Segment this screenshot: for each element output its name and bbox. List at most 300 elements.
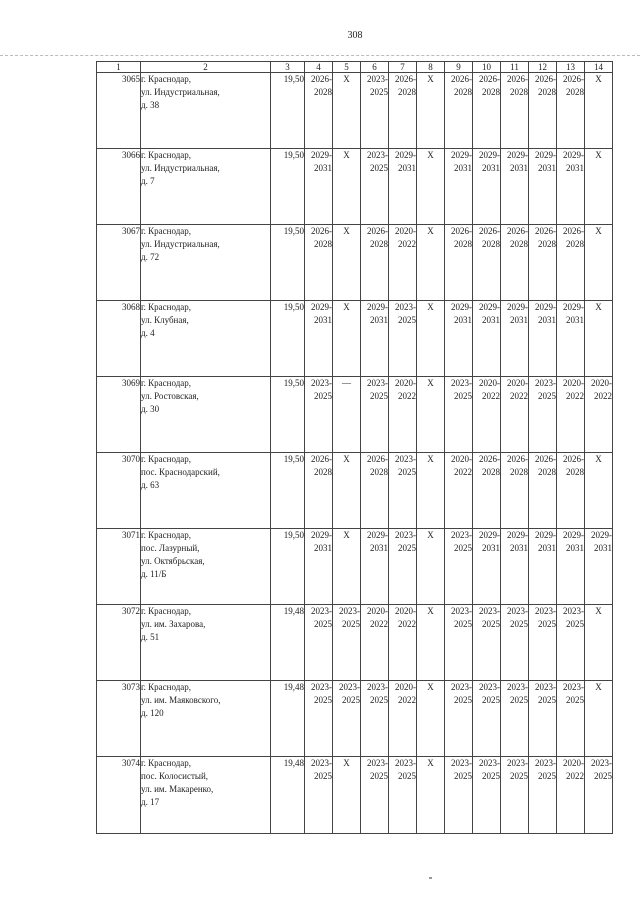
- period-cell: [473, 73, 501, 149]
- row-number: 3074: [97, 757, 141, 834]
- period-line: 2023-: [367, 150, 388, 160]
- period-cell: [361, 605, 389, 681]
- period-cell: [305, 681, 333, 757]
- period-cell: [501, 73, 529, 149]
- period-line: 2023-: [479, 758, 500, 768]
- period-line: 2025: [370, 87, 388, 97]
- period-line: 2022: [398, 391, 416, 401]
- period-line: 2026-: [563, 74, 584, 84]
- period-cell: [445, 73, 473, 149]
- period-line: 2023-: [535, 378, 556, 388]
- period-line: 2026-: [395, 74, 416, 84]
- mark-cell: [585, 301, 613, 377]
- header-cell: 10: [473, 62, 501, 73]
- period-cell: [361, 681, 389, 757]
- period-line: 2026-: [535, 74, 556, 84]
- mark-text: X: [427, 150, 434, 160]
- period-line: 2026-: [367, 454, 388, 464]
- period-line: 2031: [566, 163, 584, 173]
- address-line: г. Краснодар,: [141, 226, 192, 236]
- period-line: 2028: [538, 467, 556, 477]
- period-line: 2029-: [395, 150, 416, 160]
- period-line: 2028: [482, 239, 500, 249]
- address-line: г. Краснодар,: [141, 682, 192, 692]
- period-cell: [389, 681, 417, 757]
- period-line: 2025: [398, 315, 416, 325]
- period-line: 2026-: [563, 226, 584, 236]
- period-line: 2023-: [311, 606, 332, 616]
- period-line: 2026-: [311, 226, 332, 236]
- address-cell: [141, 149, 271, 225]
- period-cell: [445, 757, 473, 834]
- period-line: 2029-: [479, 302, 500, 312]
- address-cell: [141, 529, 271, 605]
- mark-text: X: [595, 226, 602, 236]
- period-cell: [361, 225, 389, 301]
- period-line: 2026-: [367, 226, 388, 236]
- period-line: 2025: [538, 391, 556, 401]
- period-line: 2023-: [451, 530, 472, 540]
- period-line: 2020-: [395, 226, 416, 236]
- row-number: 3066: [97, 149, 141, 225]
- period-line: 2020-: [591, 378, 612, 388]
- address-line: г. Краснодар,: [141, 454, 192, 464]
- period-line: 2026-: [507, 454, 528, 464]
- period-line: 2023-: [451, 682, 472, 692]
- period-cell: [333, 605, 361, 681]
- period-cell: [305, 529, 333, 605]
- period-line: 2028: [510, 467, 528, 477]
- period-cell: [305, 377, 333, 453]
- period-line: 2025: [454, 391, 472, 401]
- address-line: г. Краснодар,: [141, 302, 192, 312]
- period-line: 2028: [482, 467, 500, 477]
- mark-cell: [417, 149, 445, 225]
- period-cell: [529, 73, 557, 149]
- period-line: 2031: [314, 163, 332, 173]
- period-cell: [445, 301, 473, 377]
- period-line: 2022: [398, 239, 416, 249]
- period-line: 2020-: [507, 378, 528, 388]
- period-line: 2031: [314, 543, 332, 553]
- period-cell: [361, 453, 389, 529]
- period-cell: [501, 529, 529, 605]
- mark-text: X: [343, 150, 350, 160]
- period-cell: [389, 453, 417, 529]
- period-line: 2023-: [367, 378, 388, 388]
- period-cell: [389, 301, 417, 377]
- period-line: 2025: [566, 695, 584, 705]
- area-cell: 19,48: [271, 605, 305, 681]
- address-line: ул. Индустриальная,: [141, 87, 220, 97]
- period-line: 2028: [370, 467, 388, 477]
- period-line: 2026-: [507, 226, 528, 236]
- address-line: д. 120: [141, 708, 164, 718]
- address-line: д. 11/Б: [141, 569, 167, 579]
- mark-text: X: [427, 682, 434, 692]
- area-cell: 19,48: [271, 757, 305, 834]
- period-line: 2025: [482, 771, 500, 781]
- period-line: 2022: [566, 391, 584, 401]
- period-line: 2028: [566, 87, 584, 97]
- area-cell: 19,50: [271, 73, 305, 149]
- area-cell: 19,50: [271, 453, 305, 529]
- row-number: 3071: [97, 529, 141, 605]
- period-cell: [529, 605, 557, 681]
- mark-cell: [333, 301, 361, 377]
- address-cell: [141, 377, 271, 453]
- header-cell: 9: [445, 62, 473, 73]
- header-divider: [0, 55, 640, 56]
- period-cell: [529, 757, 557, 834]
- period-cell: [501, 377, 529, 453]
- address-line: д. 38: [141, 100, 160, 110]
- period-line: 2028: [566, 467, 584, 477]
- period-line: 2020-: [395, 682, 416, 692]
- address-line: пос. Лазурный,: [141, 543, 200, 553]
- period-cell: [585, 757, 613, 834]
- period-line: 2028: [314, 239, 332, 249]
- period-line: 2028: [454, 87, 472, 97]
- period-line: 2025: [370, 163, 388, 173]
- period-line: 2025: [370, 695, 388, 705]
- period-line: 2023-: [479, 682, 500, 692]
- address-line: ул. Индустриальная,: [141, 239, 220, 249]
- period-line: 2023-: [563, 606, 584, 616]
- period-cell: [529, 225, 557, 301]
- period-cell: [361, 757, 389, 834]
- scan-speck: [429, 877, 432, 879]
- period-line: 2020-: [367, 606, 388, 616]
- mark-cell: [417, 529, 445, 605]
- period-line: 2029-: [311, 302, 332, 312]
- header-cell: 13: [557, 62, 585, 73]
- period-line: 2029-: [535, 150, 556, 160]
- row-number: 3068: [97, 301, 141, 377]
- period-line: 2031: [594, 543, 612, 553]
- period-line: 2022: [482, 391, 500, 401]
- period-cell: [529, 301, 557, 377]
- table-row: [97, 73, 613, 149]
- mark-cell: [585, 681, 613, 757]
- period-line: 2025: [314, 619, 332, 629]
- period-cell: [305, 453, 333, 529]
- period-line: 2023-: [451, 606, 472, 616]
- period-cell: [473, 301, 501, 377]
- period-cell: [501, 301, 529, 377]
- period-line: 2025: [398, 543, 416, 553]
- period-line: 2028: [510, 239, 528, 249]
- mark-text: X: [427, 302, 434, 312]
- period-line: 2025: [538, 619, 556, 629]
- period-line: 2023-: [395, 454, 416, 464]
- period-line: 2029-: [563, 150, 584, 160]
- period-line: 2023-: [367, 74, 388, 84]
- address-line: г. Краснодар,: [141, 530, 192, 540]
- address-line: г. Краснодар,: [141, 150, 192, 160]
- address-line: д. 7: [141, 176, 155, 186]
- address-line: д. 72: [141, 252, 160, 262]
- period-line: 2028: [538, 87, 556, 97]
- period-line: 2029-: [479, 530, 500, 540]
- table-row: [97, 529, 613, 605]
- period-line: 2020-: [563, 758, 584, 768]
- mark-cell: [417, 225, 445, 301]
- period-line: 2025: [538, 695, 556, 705]
- period-line: 2022: [370, 619, 388, 629]
- mark-cell: [333, 73, 361, 149]
- address-line: г. Краснодар,: [141, 378, 192, 388]
- period-cell: [445, 529, 473, 605]
- period-line: 2026-: [311, 454, 332, 464]
- period-line: 2025: [454, 619, 472, 629]
- address-cell: [141, 73, 271, 149]
- period-cell: [389, 73, 417, 149]
- period-line: 2022: [594, 391, 612, 401]
- period-line: 2028: [538, 239, 556, 249]
- period-cell: [501, 681, 529, 757]
- period-cell: [529, 681, 557, 757]
- period-line: 2023-: [479, 606, 500, 616]
- address-line: д. 4: [141, 328, 155, 338]
- period-line: 2022: [398, 695, 416, 705]
- period-cell: [473, 149, 501, 225]
- period-line: 2029-: [507, 302, 528, 312]
- period-cell: [501, 225, 529, 301]
- period-line: 2023-: [395, 758, 416, 768]
- address-line: д. 17: [141, 797, 160, 807]
- mark-text: X: [595, 74, 602, 84]
- address-cell: [141, 453, 271, 529]
- address-cell: [141, 301, 271, 377]
- period-line: 2031: [482, 543, 500, 553]
- period-line: 2025: [314, 771, 332, 781]
- period-line: 2031: [538, 543, 556, 553]
- period-cell: [305, 757, 333, 834]
- period-cell: [501, 149, 529, 225]
- period-cell: [445, 149, 473, 225]
- period-line: 2026-: [451, 74, 472, 84]
- period-line: 2025: [566, 619, 584, 629]
- mark-text: X: [595, 302, 602, 312]
- period-line: 2031: [454, 163, 472, 173]
- header-cell: 14: [585, 62, 613, 73]
- period-cell: [557, 301, 585, 377]
- period-line: 2023-: [311, 758, 332, 768]
- header-cell: 4: [305, 62, 333, 73]
- period-line: 2031: [566, 543, 584, 553]
- table-row: [97, 453, 613, 529]
- header-cell: 3: [271, 62, 305, 73]
- mark-text: X: [343, 302, 350, 312]
- period-line: 2025: [454, 543, 472, 553]
- period-line: 2029-: [479, 150, 500, 160]
- area-cell: 19,48: [271, 681, 305, 757]
- address-line: ул. им. Захарова,: [141, 619, 206, 629]
- period-line: 2029-: [535, 530, 556, 540]
- period-line: 2022: [510, 391, 528, 401]
- address-line: ул. Ростовская,: [141, 391, 199, 401]
- address-cell: [141, 605, 271, 681]
- period-line: 2025: [370, 391, 388, 401]
- mark-text: X: [595, 150, 602, 160]
- period-line: 2029-: [535, 302, 556, 312]
- period-cell: [389, 149, 417, 225]
- period-line: 2022: [454, 467, 472, 477]
- period-cell: [445, 453, 473, 529]
- period-line: 2025: [510, 771, 528, 781]
- period-line: 2031: [510, 315, 528, 325]
- table-row: [97, 301, 613, 377]
- row-number: 3072: [97, 605, 141, 681]
- period-line: 2025: [510, 695, 528, 705]
- table-row: [97, 149, 613, 225]
- period-cell: [557, 605, 585, 681]
- address-line: пос. Краснодарский,: [141, 467, 220, 477]
- address-line: ул. им. Маяковского,: [141, 695, 221, 705]
- period-cell: [361, 377, 389, 453]
- period-line: 2020-: [563, 378, 584, 388]
- period-cell: [557, 453, 585, 529]
- period-line: 2026-: [507, 74, 528, 84]
- header-cell: 6: [361, 62, 389, 73]
- period-cell: [557, 529, 585, 605]
- period-line: 2022: [566, 771, 584, 781]
- address-line: д. 30: [141, 404, 160, 414]
- period-line: 2025: [398, 771, 416, 781]
- period-line: 2025: [538, 771, 556, 781]
- period-cell: [445, 377, 473, 453]
- table-row: [97, 605, 613, 681]
- table-row: [97, 225, 613, 301]
- mark-cell: [417, 605, 445, 681]
- period-cell: [333, 681, 361, 757]
- period-cell: [557, 757, 585, 834]
- period-cell: [557, 149, 585, 225]
- area-cell: 19,50: [271, 225, 305, 301]
- period-line: 2031: [538, 163, 556, 173]
- area-cell: 19,50: [271, 377, 305, 453]
- period-line: 2023-: [311, 378, 332, 388]
- mark-text: X: [343, 758, 350, 768]
- address-line: г. Краснодар,: [141, 758, 192, 768]
- header-cell: 7: [389, 62, 417, 73]
- period-line: 2029-: [311, 530, 332, 540]
- area-cell: 19,50: [271, 529, 305, 605]
- period-cell: [473, 757, 501, 834]
- period-cell: [305, 149, 333, 225]
- period-line: 2023-: [451, 758, 472, 768]
- mark-text: X: [343, 530, 350, 540]
- period-line: 2031: [398, 163, 416, 173]
- address-line: г. Краснодар,: [141, 74, 192, 84]
- period-line: 2028: [314, 87, 332, 97]
- period-cell: [557, 377, 585, 453]
- period-line: 2022: [398, 619, 416, 629]
- period-cell: [361, 149, 389, 225]
- period-cell: [529, 529, 557, 605]
- mark-cell: [333, 149, 361, 225]
- period-line: 2028: [482, 87, 500, 97]
- period-line: 2023-: [367, 682, 388, 692]
- mark-cell: [333, 377, 361, 453]
- period-line: 2020-: [479, 378, 500, 388]
- mark-cell: [417, 681, 445, 757]
- mark-cell: [333, 225, 361, 301]
- mark-cell: [333, 453, 361, 529]
- period-line: 2031: [370, 543, 388, 553]
- period-line: 2025: [454, 695, 472, 705]
- period-cell: [389, 757, 417, 834]
- mark-cell: [585, 453, 613, 529]
- address-cell: [141, 225, 271, 301]
- period-line: 2023-: [395, 530, 416, 540]
- period-cell: [473, 605, 501, 681]
- period-line: 2028: [398, 87, 416, 97]
- period-line: 2028: [370, 239, 388, 249]
- address-line: ул. Октябрьская,: [141, 556, 205, 566]
- period-line: 2031: [510, 163, 528, 173]
- period-cell: [305, 605, 333, 681]
- period-line: 2028: [314, 467, 332, 477]
- row-number: 3069: [97, 377, 141, 453]
- period-cell: [389, 529, 417, 605]
- period-line: 2023-: [535, 682, 556, 692]
- header-cell: 5: [333, 62, 361, 73]
- period-line: 2023-: [367, 758, 388, 768]
- header-cell: 2: [141, 62, 271, 73]
- row-number: 3067: [97, 225, 141, 301]
- period-line: 2029-: [451, 150, 472, 160]
- period-line: 2031: [314, 315, 332, 325]
- period-line: 2026-: [479, 226, 500, 236]
- mark-cell: [585, 605, 613, 681]
- period-line: 2031: [370, 315, 388, 325]
- address-line: ул. Индустриальная,: [141, 163, 220, 173]
- period-line: 2025: [510, 619, 528, 629]
- header-cell: 11: [501, 62, 529, 73]
- period-line: 2026-: [535, 454, 556, 464]
- period-cell: [473, 681, 501, 757]
- period-cell: [389, 605, 417, 681]
- period-line: 2020-: [395, 606, 416, 616]
- period-line: 2025: [398, 467, 416, 477]
- mark-cell: [333, 529, 361, 605]
- area-cell: 19,50: [271, 149, 305, 225]
- period-line: 2025: [370, 771, 388, 781]
- mark-cell: [585, 149, 613, 225]
- period-line: 2028: [454, 239, 472, 249]
- period-line: 2028: [510, 87, 528, 97]
- period-cell: [389, 377, 417, 453]
- period-line: 2026-: [451, 226, 472, 236]
- period-line: 2023-: [591, 758, 612, 768]
- period-line: 2029-: [563, 302, 584, 312]
- mark-text: X: [343, 454, 350, 464]
- period-line: 2025: [594, 771, 612, 781]
- address-line: д. 63: [141, 480, 160, 490]
- period-cell: [557, 681, 585, 757]
- period-line: 2023-: [507, 682, 528, 692]
- period-cell: [361, 301, 389, 377]
- period-cell: [501, 605, 529, 681]
- period-line: 2029-: [591, 530, 612, 540]
- period-cell: [501, 453, 529, 529]
- period-cell: [529, 453, 557, 529]
- address-line: д. 51: [141, 632, 160, 642]
- mark-cell: [417, 377, 445, 453]
- period-line: 2023-: [507, 606, 528, 616]
